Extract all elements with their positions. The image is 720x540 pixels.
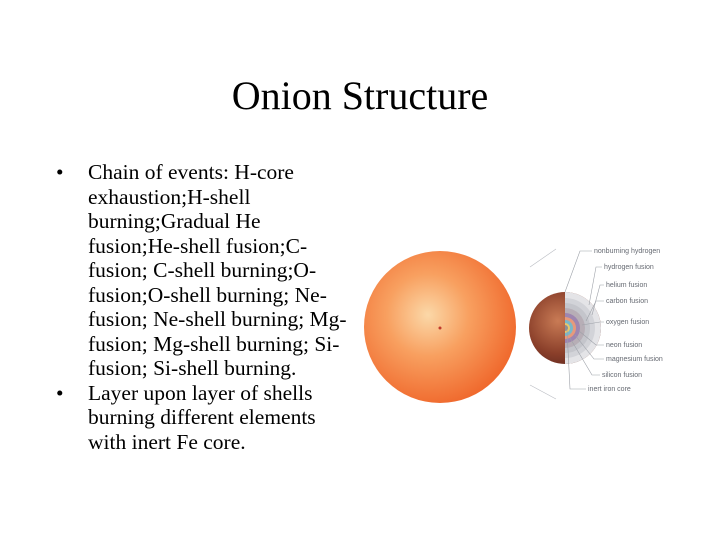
label-silicon-fusion: silicon fusion [602, 372, 643, 379]
bullet-marker: • [56, 380, 64, 405]
guide-line-top [530, 249, 556, 267]
label-oxygen-fusion: oxygen fusion [606, 319, 650, 326]
bullet-list [56, 160, 356, 454]
onion-structure-figure [360, 235, 680, 405]
label-magnesium-fusion: magnesium fusion [606, 356, 663, 363]
bullet-text: Chain of events: H-core exhaustion;H-shell burning;Gradual He fusion;He-shell fusion;C-fusion; C-shell burning;O-fusion;O-shell burning; Ne-fusion; Ne-shell burning; Mg-fusion; Mg-shell burning; Si-fusion; Si-shell burning. [88, 160, 347, 380]
label-hydrogen-fusion: hydrogen fusion [604, 264, 654, 271]
bullet-item [56, 381, 356, 455]
bullet-marker: • [56, 160, 64, 184]
bullet-text: Layer upon layer of shells burning different elements with inert Fe core. [88, 380, 316, 454]
guide-line-bottom [530, 385, 556, 399]
label-helium-fusion: helium fusion [606, 282, 648, 289]
onion-structure-diagram [360, 235, 680, 405]
label-nonburning-hydrogen: nonburning hydrogen [594, 248, 661, 255]
star-center-dot [439, 327, 442, 330]
label-carbon-fusion: carbon fusion [606, 298, 649, 305]
cutaway-star [529, 292, 601, 364]
label-inert-iron-core: inert iron core [588, 386, 631, 393]
label-neon-fusion: neon fusion [606, 342, 643, 349]
slide-title: Onion Structure [231, 73, 489, 118]
bullet-item [56, 160, 356, 381]
